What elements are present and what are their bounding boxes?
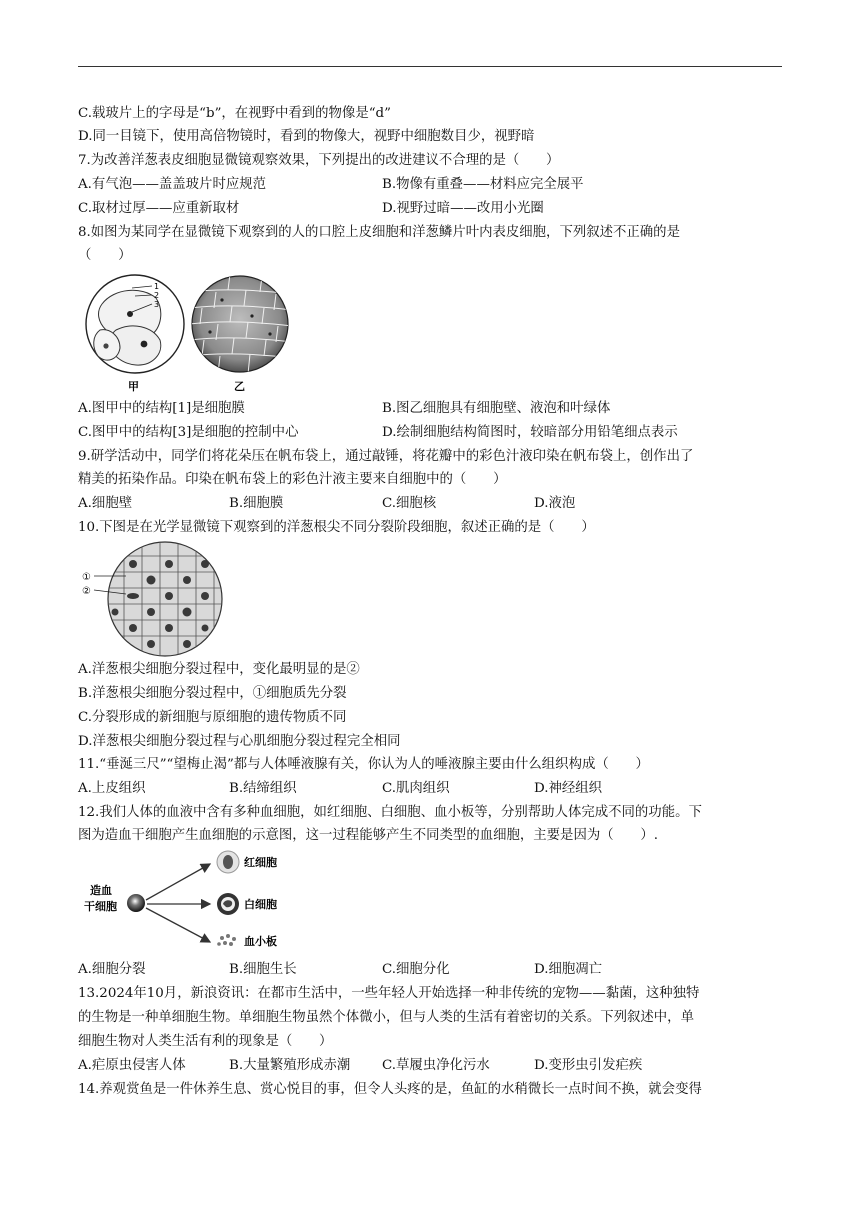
q14-stem-line1: 14.养观赏鱼是一件休养生息、赏心悦目的事，但令人头疼的是，鱼缸的水稍微长一点时间不换，就会变得: [78, 1082, 702, 1097]
root-marker-1: ①: [82, 572, 91, 583]
stem-cell: [127, 894, 145, 912]
q8-stem-line1: 8.如图为某同学在显微镜下观察到的人的口腔上皮细胞和洋葱鳞片叶内表皮细胞，下列叙述不正确的是: [78, 225, 680, 240]
q9-stem-line1: 9.研学活动中，同学们将花朵压在帆布袋上，通过敲锤，将花瓣中的彩色汁液印染在帆布袋上，创作出了: [78, 449, 694, 464]
q13-option-c: C.草履虫净化污水: [382, 1058, 490, 1073]
fig12-label-platelet: 血小板: [244, 935, 277, 948]
q11-option-c: C.肌肉组织: [382, 781, 450, 796]
q10-stem: 10.下图是在光学显微镜下观察到的洋葱根尖不同分裂阶段细胞，叙述正确的是（ ）: [78, 520, 595, 535]
q12-option-d: D.细胞凋亡: [534, 962, 603, 977]
q13-stem-line3: 细胞生物对人类生活有利的现象是（ ）: [78, 1034, 333, 1049]
q8-figure-svg: [80, 270, 295, 395]
jia-marker-1: 1: [154, 282, 160, 291]
q6-option-c: C.载玻片上的字母是“b”，在视野中看到的物像是“d”: [78, 106, 391, 121]
jia-nucleus-2: [141, 341, 148, 348]
q10-figure-root-tip: [80, 540, 226, 658]
q7-option-c: C.取材过厚——应重新取材: [78, 201, 240, 216]
q12-figure-svg: [80, 844, 300, 956]
q10-option-b: B.洋葱根尖细胞分裂过程中，①细胞质先分裂: [78, 686, 347, 701]
q6-option-d: D.同一目镜下，使用高倍物镜时，看到的物像大，视野中细胞数目少，视野暗: [78, 129, 535, 144]
fig12-label-white: 白细胞: [244, 898, 277, 911]
q12-option-a: A.细胞分裂: [78, 962, 146, 977]
q11-option-a: A.上皮组织: [78, 781, 146, 796]
q13-option-a: A.疟原虫侵害人体: [78, 1058, 186, 1073]
q9-option-c: C.细胞核: [382, 496, 437, 511]
q7-option-d: D.视野过暗——改用小光圈: [382, 201, 544, 216]
q8-stem-line2: （ ）: [78, 248, 132, 263]
q12-stem-line2: 图为造血干细胞产生血细胞的示意图，这一过程能够产生不同类型的血细胞，主要是因为（ ）.: [78, 828, 659, 843]
q12-option-c: C.细胞分化: [382, 962, 450, 977]
fig8-label-yi: 乙: [234, 380, 245, 393]
q8-figure-cells: [80, 270, 295, 395]
q10-option-d: D.洋葱根尖细胞分裂过程与心肌细胞分裂过程完全相同: [78, 734, 401, 749]
q9-option-d: D.液泡: [534, 496, 576, 511]
q12-figure-stem-cells: [80, 844, 300, 956]
fig12-source-label-line1: 造血: [90, 884, 112, 897]
q13-stem-line2: 的生物是一种单细胞生物。单细胞生物虽然个体微小，但与人类的生活有着密切的关系。下列叙述中，单: [78, 1010, 694, 1025]
q11-stem: 11.“垂涎三尺”“望梅止渴”都与人体唾液腺有关，你认为人的唾液腺主要由什么组织构成（ ）: [78, 757, 649, 772]
q13-stem-line1: 13.2024年10月，新浪资讯：在都市生活中，一些年轻人开始选择一种非传统的宠物——黏菌，这种独特: [78, 986, 700, 1001]
q10-figure-svg: [80, 540, 226, 658]
q7-stem: 7.为改善洋葱表皮细胞显微镜观察效果，下列提出的改进建议不合理的是（ ）: [78, 153, 560, 168]
jia-marker-2: 2: [154, 291, 160, 300]
jia-marker-3: 3: [154, 300, 160, 309]
q8-option-c: C.图甲中的结构[3]是细胞的控制中心: [78, 425, 299, 440]
q11-option-b: B.结缔组织: [229, 781, 297, 796]
q8-option-b: B.图乙细胞具有细胞壁、液泡和叶绿体: [382, 401, 611, 416]
q7-option-b: B.物像有重叠——材料应完全展平: [382, 177, 584, 192]
q12-stem-line1: 12.我们人体的血液中含有多种血细胞，如红细胞、白细胞、血小板等，分别帮助人体完成不同的功能。下: [78, 805, 702, 820]
q8-option-a: A.图甲中的结构[1]是细胞膜: [78, 401, 245, 416]
q9-stem-line2: 精美的拓染作品。印染在帆布袋上的彩色汁液主要来自细胞中的（ ）: [78, 472, 507, 487]
header-rule: [78, 66, 782, 67]
q10-option-c: C.分裂形成的新细胞与原细胞的遗传物质不同: [78, 710, 347, 725]
q13-option-b: B.大量繁殖形成赤潮: [229, 1058, 351, 1073]
fig8-label-jia: 甲: [128, 380, 139, 393]
q8-option-d: D.绘制细胞结构简图时，较暗部分用铅笔细点表示: [382, 425, 678, 440]
q10-option-a: A.洋葱根尖细胞分裂过程中，变化最明显的是②: [78, 662, 360, 677]
q7-option-a: A.有气泡——盖盖玻片时应规范: [78, 177, 267, 192]
q9-option-a: A.细胞壁: [78, 496, 133, 511]
q13-option-d: D.变形虫引发疟疾: [534, 1058, 643, 1073]
jia-nucleus-3: [103, 343, 108, 348]
fig12-label-red: 红细胞: [244, 856, 277, 869]
root-marker-2: ②: [82, 586, 91, 597]
q11-option-d: D.神经组织: [534, 781, 603, 796]
fig12-source-label-line2: 干细胞: [84, 900, 117, 913]
q12-option-b: B.细胞生长: [229, 962, 297, 977]
q9-option-b: B.细胞膜: [229, 496, 284, 511]
red-blood-cell-core: [223, 855, 233, 869]
platelets: [217, 934, 236, 946]
